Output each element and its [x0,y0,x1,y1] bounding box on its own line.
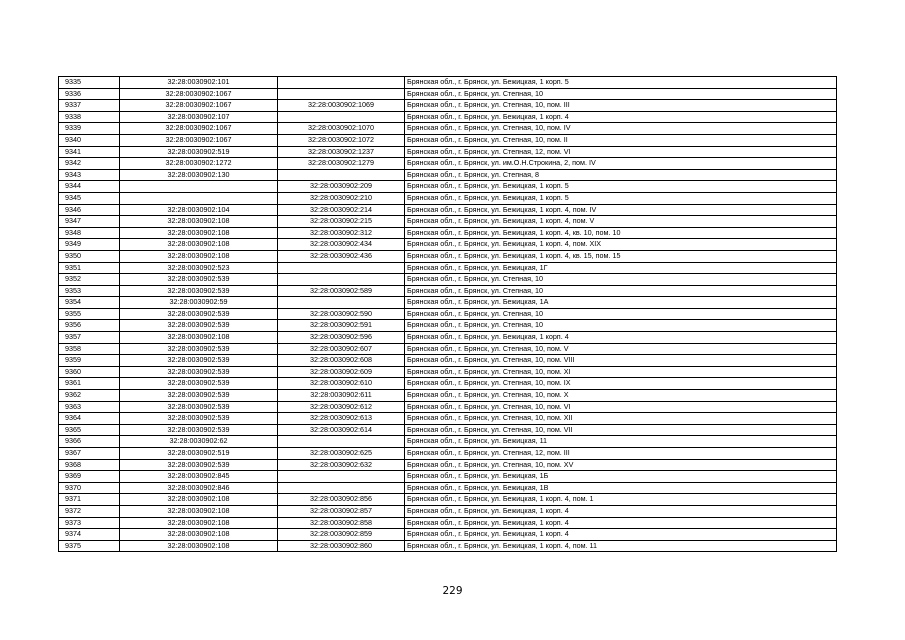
address-cell: Брянская обл., г. Брянск, ул. Степная, 10 [405,274,837,286]
cadastral-number-cell: 32:28:0030902:539 [120,343,278,355]
cadastral-number-cell: 32:28:0030902:539 [120,424,278,436]
table-row [59,274,837,286]
table-row [59,146,837,158]
row-number-cell: 9364 [59,413,120,425]
object-cadastral-number-cell: 32:28:0030902:858 [278,517,405,529]
cadastral-number-cell: 32:28:0030902:519 [120,146,278,158]
row-number-cell: 9350 [59,250,120,262]
object-cadastral-number-cell [278,482,405,494]
row-number-cell: 9359 [59,355,120,367]
table-row [59,227,837,239]
cadastral-number-cell: 32:28:0030902:108 [120,250,278,262]
object-cadastral-number-cell: 32:28:0030902:596 [278,332,405,344]
table-row [59,239,837,251]
cadastral-number-cell: 32:28:0030902:539 [120,320,278,332]
cadastral-number-cell: 32:28:0030902:108 [120,494,278,506]
row-number-cell: 9340 [59,134,120,146]
cadastral-number-cell: 32:28:0030902:539 [120,285,278,297]
row-number-cell: 9366 [59,436,120,448]
row-number-cell: 9355 [59,308,120,320]
object-cadastral-number-cell [278,297,405,309]
address-cell: Брянская обл., г. Брянск, ул. Степная, 12, пом. VI [405,146,837,158]
object-cadastral-number-cell [278,77,405,89]
cadastral-number-cell: 32:28:0030902:108 [120,540,278,552]
row-number-cell: 9346 [59,204,120,216]
row-number-cell: 9362 [59,390,120,402]
address-cell: Брянская обл., г. Брянск, ул. Степная, 10, пом. III [405,100,837,112]
object-cadastral-number-cell: 32:28:0030902:589 [278,285,405,297]
address-cell: Брянская обл., г. Брянск, ул. Бежицкая, 1 корп. 5 [405,181,837,193]
table-row [59,262,837,274]
cadastral-number-cell: 32:28:0030902:108 [120,216,278,228]
object-cadastral-number-cell: 32:28:0030902:857 [278,505,405,517]
table-row [59,158,837,170]
object-cadastral-number-cell: 32:28:0030902:210 [278,192,405,204]
table-row [59,308,837,320]
table-row [59,540,837,552]
table-row [59,482,837,494]
address-cell: Брянская обл., г. Брянск, ул. Степная, 12, пом. III [405,448,837,460]
cadastral-number-cell: 32:28:0030902:108 [120,332,278,344]
cadastral-number-cell: 32:28:0030902:108 [120,517,278,529]
table-row [59,88,837,100]
address-cell: Брянская обл., г. Брянск, ул. Бежицкая, 1 корп. 4, кв. 10, пом. 10 [405,227,837,239]
row-number-cell: 9375 [59,540,120,552]
address-cell: Брянская обл., г. Брянск, ул. им.О.Н.Строкина, 2, пом. IV [405,158,837,170]
cadastral-number-cell: 32:28:0030902:1067 [120,134,278,146]
table-row [59,436,837,448]
address-cell: Брянская обл., г. Брянск, ул. Степная, 10, пом. XV [405,459,837,471]
row-number-cell: 9338 [59,111,120,123]
row-number-cell: 9345 [59,192,120,204]
object-cadastral-number-cell: 32:28:0030902:613 [278,413,405,425]
object-cadastral-number-cell: 32:28:0030902:856 [278,494,405,506]
row-number-cell: 9337 [59,100,120,112]
row-number-cell: 9339 [59,123,120,135]
address-cell: Брянская обл., г. Брянск, ул. Бежицкая, 1 корп. 5 [405,192,837,204]
address-cell: Брянская обл., г. Брянск, ул. Бежицкая, 1 корп. 4 [405,529,837,541]
cadastral-number-cell: 32:28:0030902:539 [120,390,278,402]
cadastral-number-cell: 32:28:0030902:1067 [120,100,278,112]
address-cell: Брянская обл., г. Брянск, ул. Степная, 10 [405,308,837,320]
row-number-cell: 9343 [59,169,120,181]
address-cell: Брянская обл., г. Брянск, ул. Степная, 10, пом. V [405,343,837,355]
cadastral-number-cell: 32:28:0030902:107 [120,111,278,123]
object-cadastral-number-cell: 32:28:0030902:1069 [278,100,405,112]
table-row [59,448,837,460]
row-number-cell: 9372 [59,505,120,517]
table-row [59,320,837,332]
row-number-cell: 9361 [59,378,120,390]
object-cadastral-number-cell: 32:28:0030902:214 [278,204,405,216]
object-cadastral-number-cell: 32:28:0030902:609 [278,366,405,378]
cadastral-number-cell: 32:28:0030902:101 [120,77,278,89]
row-number-cell: 9370 [59,482,120,494]
row-number-cell: 9336 [59,88,120,100]
object-cadastral-number-cell [278,88,405,100]
row-number-cell: 9373 [59,517,120,529]
table-row [59,494,837,506]
row-number-cell: 9368 [59,459,120,471]
address-cell: Брянская обл., г. Брянск, ул. Степная, 10, пом. VI [405,401,837,413]
cadastral-number-cell: 32:28:0030902:108 [120,227,278,239]
table-row [59,332,837,344]
cadastral-number-cell: 32:28:0030902:1067 [120,88,278,100]
table-row [59,459,837,471]
object-cadastral-number-cell: 32:28:0030902:611 [278,390,405,402]
table-row [59,123,837,135]
cadastral-number-cell: 32:28:0030902:539 [120,355,278,367]
table-row [59,401,837,413]
cadastral-number-cell: 32:28:0030902:1067 [120,123,278,135]
object-cadastral-number-cell: 32:28:0030902:860 [278,540,405,552]
row-number-cell: 9363 [59,401,120,413]
cadastral-number-cell: 32:28:0030902:539 [120,401,278,413]
cadastral-number-cell: 32:28:0030902:539 [120,378,278,390]
object-cadastral-number-cell: 32:28:0030902:215 [278,216,405,228]
object-cadastral-number-cell: 32:28:0030902:610 [278,378,405,390]
row-number-cell: 9335 [59,77,120,89]
row-number-cell: 9351 [59,262,120,274]
object-cadastral-number-cell: 32:28:0030902:608 [278,355,405,367]
row-number-cell: 9360 [59,366,120,378]
object-cadastral-number-cell: 32:28:0030902:209 [278,181,405,193]
address-cell: Брянская обл., г. Брянск, ул. Степная, 10, пом. VIII [405,355,837,367]
address-cell: Брянская обл., г. Брянск, ул. Бежицкая, 1А [405,297,837,309]
cadastral-number-cell [120,192,278,204]
address-cell: Брянская обл., г. Брянск, ул. Степная, 10 [405,285,837,297]
records-table-body [59,77,837,552]
object-cadastral-number-cell [278,169,405,181]
table-row [59,77,837,89]
table-row [59,413,837,425]
address-cell: Брянская обл., г. Брянск, ул. Бежицкая, 1 корп. 4, пом. XIX [405,239,837,251]
object-cadastral-number-cell [278,274,405,286]
cadastral-number-cell: 32:28:0030902:539 [120,274,278,286]
address-cell: Брянская обл., г. Брянск, ул. Степная, 10 [405,320,837,332]
cadastral-number-cell: 32:28:0030902:845 [120,471,278,483]
row-number-cell: 9341 [59,146,120,158]
address-cell: Брянская обл., г. Брянск, ул. Степная, 10, пом. VII [405,424,837,436]
table-row [59,204,837,216]
address-cell: Брянская обл., г. Брянск, ул. Бежицкая, 1 корп. 4, пом. V [405,216,837,228]
records-table [58,76,837,552]
object-cadastral-number-cell: 32:28:0030902:591 [278,320,405,332]
row-number-cell: 9371 [59,494,120,506]
table-row [59,505,837,517]
cadastral-number-cell: 32:28:0030902:1272 [120,158,278,170]
row-number-cell: 9342 [59,158,120,170]
address-cell: Брянская обл., г. Брянск, ул. Бежицкая, 1 корп. 4 [405,332,837,344]
object-cadastral-number-cell: 32:28:0030902:312 [278,227,405,239]
row-number-cell: 9353 [59,285,120,297]
object-cadastral-number-cell [278,262,405,274]
address-cell: Брянская обл., г. Брянск, ул. Степная, 10 [405,88,837,100]
address-cell: Брянская обл., г. Брянск, ул. Степная, 10, пом. XI [405,366,837,378]
object-cadastral-number-cell [278,436,405,448]
table-row [59,343,837,355]
object-cadastral-number-cell: 32:28:0030902:614 [278,424,405,436]
object-cadastral-number-cell: 32:28:0030902:1237 [278,146,405,158]
address-cell: Брянская обл., г. Брянск, ул. Бежицкая, 1В [405,482,837,494]
table-row [59,424,837,436]
cadastral-number-cell: 32:28:0030902:539 [120,459,278,471]
table-row [59,355,837,367]
table-row [59,181,837,193]
table-row [59,250,837,262]
object-cadastral-number-cell: 32:28:0030902:590 [278,308,405,320]
cadastral-number-cell: 32:28:0030902:130 [120,169,278,181]
row-number-cell: 9356 [59,320,120,332]
cadastral-number-cell: 32:28:0030902:104 [120,204,278,216]
row-number-cell: 9348 [59,227,120,239]
address-cell: Брянская обл., г. Брянск, ул. Бежицкая, 1 корп. 5 [405,77,837,89]
cadastral-number-cell: 32:28:0030902:108 [120,239,278,251]
object-cadastral-number-cell: 32:28:0030902:625 [278,448,405,460]
address-cell: Брянская обл., г. Брянск, ул. Бежицкая, 1 корп. 4 [405,517,837,529]
cadastral-number-cell: 32:28:0030902:108 [120,529,278,541]
address-cell: Брянская обл., г. Брянск, ул. Бежицкая, 1 корп. 4 [405,111,837,123]
table-row [59,297,837,309]
cadastral-number-cell: 32:28:0030902:108 [120,505,278,517]
table-row [59,529,837,541]
row-number-cell: 9369 [59,471,120,483]
cadastral-number-cell: 32:28:0030902:539 [120,413,278,425]
table-row [59,134,837,146]
address-cell: Брянская обл., г. Брянск, ул. Степная, 10, пом. IV [405,123,837,135]
row-number-cell: 9374 [59,529,120,541]
address-cell: Брянская обл., г. Брянск, ул. Степная, 10, пом. X [405,390,837,402]
address-cell: Брянская обл., г. Брянск, ул. Степная, 10, пом. IX [405,378,837,390]
address-cell: Брянская обл., г. Брянск, ул. Бежицкая, 1Г [405,262,837,274]
row-number-cell: 9367 [59,448,120,460]
object-cadastral-number-cell: 32:28:0030902:434 [278,239,405,251]
table-row [59,390,837,402]
address-cell: Брянская обл., г. Брянск, ул. Степная, 10, пом. II [405,134,837,146]
row-number-cell: 9358 [59,343,120,355]
object-cadastral-number-cell: 32:28:0030902:436 [278,250,405,262]
address-cell: Брянская обл., г. Брянск, ул. Бежицкая, 1 корп. 4, кв. 15, пом. 15 [405,250,837,262]
cadastral-number-cell: 32:28:0030902:523 [120,262,278,274]
object-cadastral-number-cell: 32:28:0030902:612 [278,401,405,413]
row-number-cell: 9352 [59,274,120,286]
address-cell: Брянская обл., г. Брянск, ул. Бежицкая, 1 корп. 4, пом. 1 [405,494,837,506]
address-cell: Брянская обл., г. Брянск, ул. Бежицкая, 1 корп. 4 [405,505,837,517]
row-number-cell: 9347 [59,216,120,228]
object-cadastral-number-cell: 32:28:0030902:1070 [278,123,405,135]
address-cell: Брянская обл., г. Брянск, ул. Бежицкая, 1 корп. 4, пом. 11 [405,540,837,552]
table-row [59,100,837,112]
object-cadastral-number-cell [278,111,405,123]
object-cadastral-number-cell: 32:28:0030902:632 [278,459,405,471]
table-row [59,471,837,483]
object-cadastral-number-cell [278,471,405,483]
object-cadastral-number-cell: 32:28:0030902:607 [278,343,405,355]
table-row [59,366,837,378]
row-number-cell: 9365 [59,424,120,436]
object-cadastral-number-cell: 32:28:0030902:1279 [278,158,405,170]
row-number-cell: 9354 [59,297,120,309]
row-number-cell: 9349 [59,239,120,251]
cadastral-number-cell: 32:28:0030902:62 [120,436,278,448]
cadastral-number-cell: 32:28:0030902:539 [120,366,278,378]
address-cell: Брянская обл., г. Брянск, ул. Бежицкая, 11 [405,436,837,448]
object-cadastral-number-cell: 32:28:0030902:1072 [278,134,405,146]
table-row [59,378,837,390]
table-row [59,169,837,181]
table-row [59,192,837,204]
table-row [59,216,837,228]
address-cell: Брянская обл., г. Брянск, ул. Бежицкая, 1 корп. 4, пом. IV [405,204,837,216]
table-row [59,517,837,529]
cadastral-number-cell: 32:28:0030902:539 [120,308,278,320]
cadastral-number-cell: 32:28:0030902:519 [120,448,278,460]
object-cadastral-number-cell: 32:28:0030902:859 [278,529,405,541]
address-cell: Брянская обл., г. Брянск, ул. Степная, 8 [405,169,837,181]
cadastral-number-cell: 32:28:0030902:846 [120,482,278,494]
table-row [59,285,837,297]
cadastral-number-cell: 32:28:0030902:59 [120,297,278,309]
row-number-cell: 9344 [59,181,120,193]
address-cell: Брянская обл., г. Брянск, ул. Степная, 10, пом. XII [405,413,837,425]
row-number-cell: 9357 [59,332,120,344]
cadastral-number-cell [120,181,278,193]
table-row [59,111,837,123]
page-number: 229 [442,585,463,597]
address-cell: Брянская обл., г. Брянск, ул. Бежицкая, 1Б [405,471,837,483]
